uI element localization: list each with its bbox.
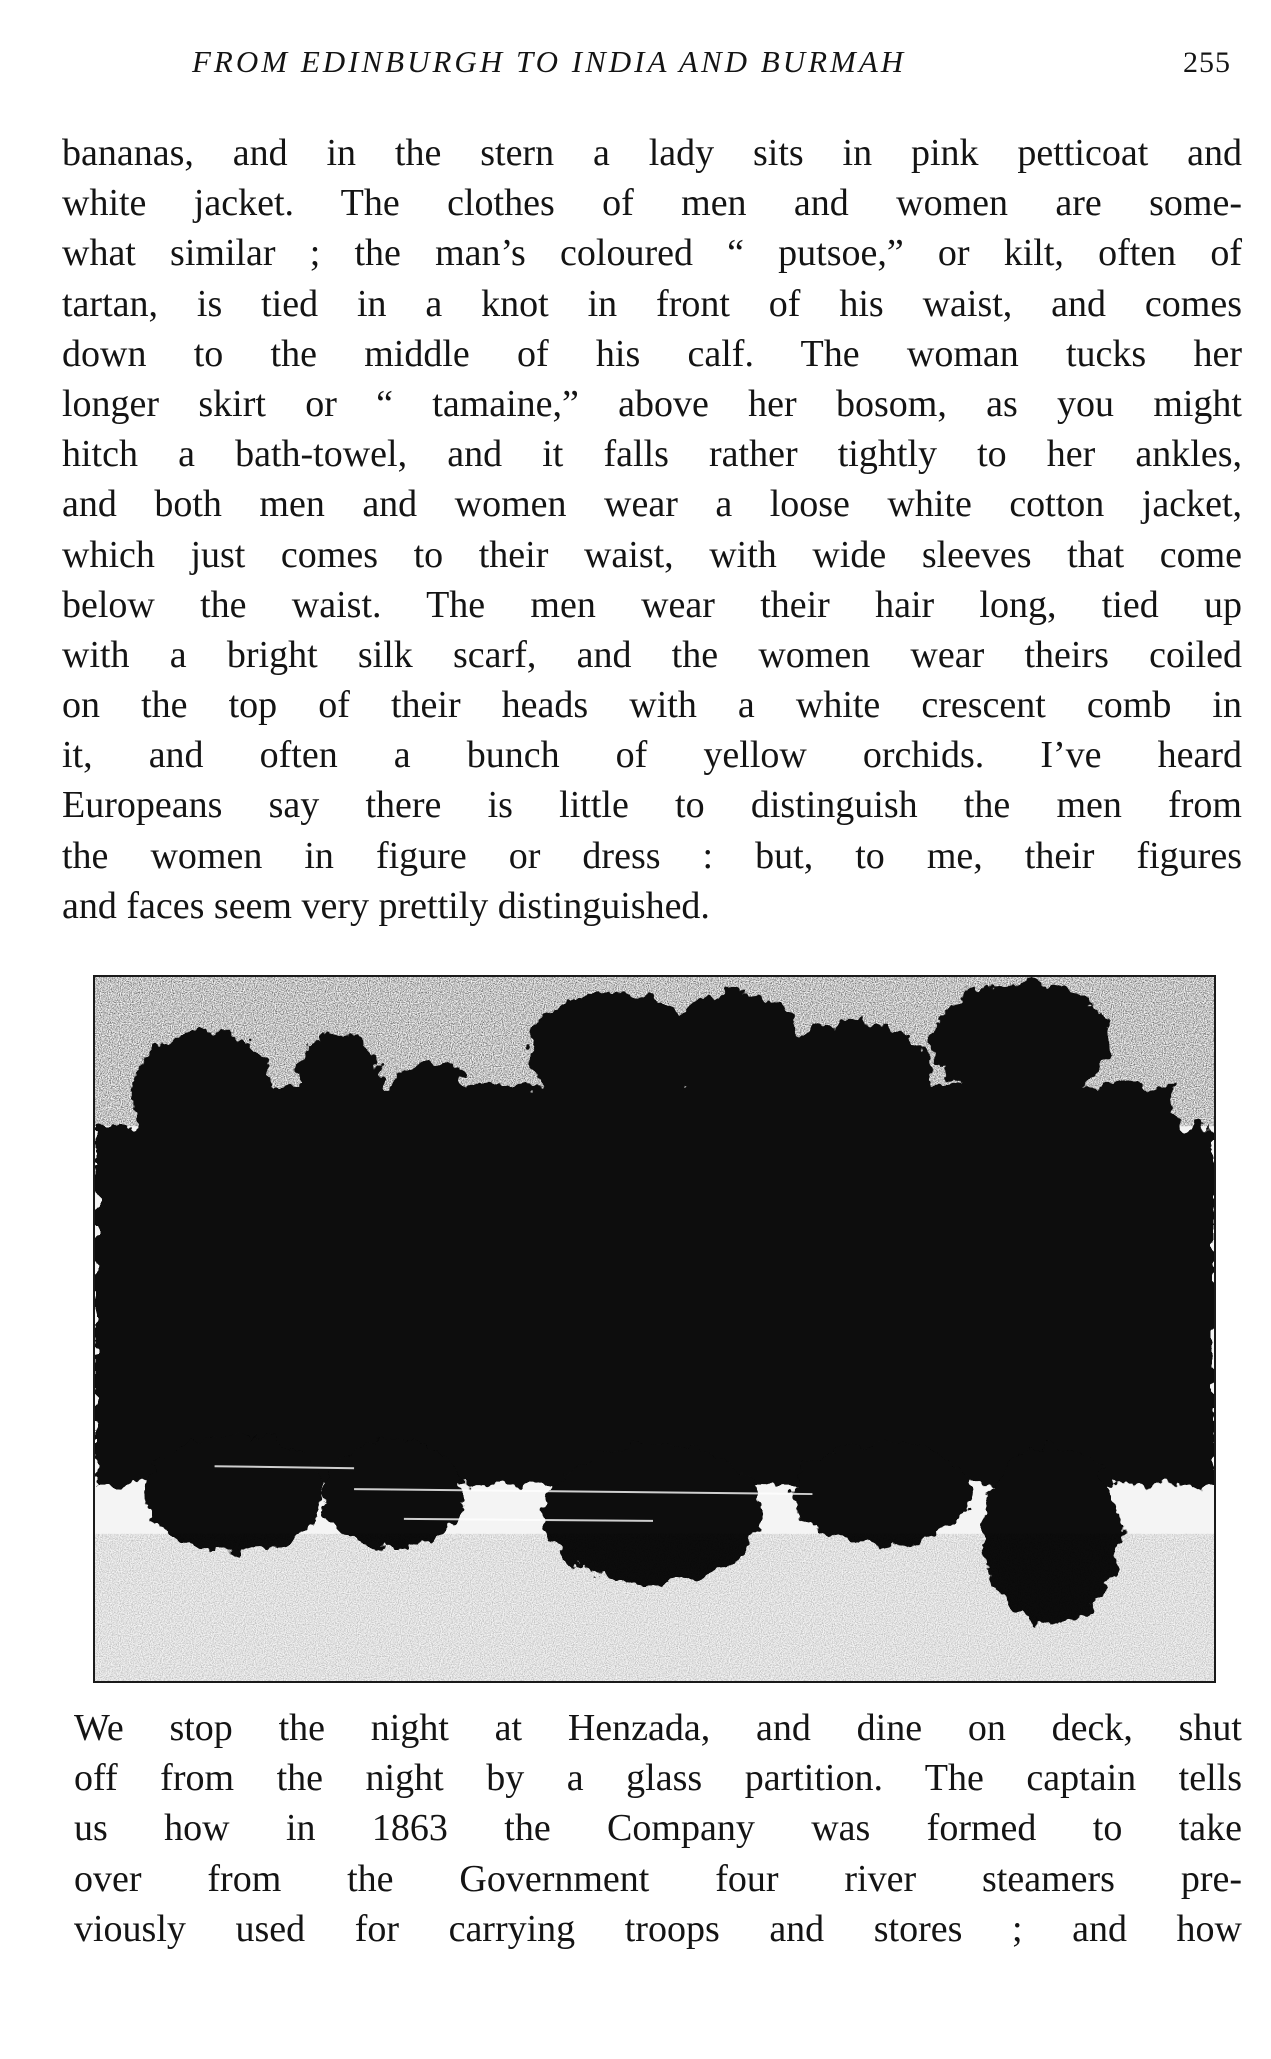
text-line: with a bright silk scarf, and the women wear theirs coiled	[62, 633, 1242, 676]
text-line: longer skirt or “ tamaine,” above her bosom, as you might	[62, 382, 1242, 425]
text-line: and both men and women wear a loose white cotton jacket,	[62, 483, 1242, 526]
text-line: below the waist. The men wear their hair long, tied up	[62, 583, 1242, 626]
text-line: white jacket. The clothes of men and women are some-	[62, 182, 1242, 225]
text-line: us how in 1863 the Company was formed to take	[74, 1807, 1242, 1850]
text-line: which just comes to their waist, with wide sleeves that come	[62, 533, 1242, 576]
text-line: the women in figure or dress : but, to me, their figures	[62, 834, 1242, 877]
text-line: and faces seem very prettily distinguished.	[62, 884, 710, 927]
page-number: 255	[1183, 46, 1231, 79]
text-line: We stop the night at Henzada, and dine on deck, shut	[74, 1707, 1242, 1749]
text-line: what similar ; the man’s coloured “ putsoe,” or kilt, often of	[62, 232, 1242, 275]
text-line: off from the night by a glass partition. The captain tells	[74, 1757, 1242, 1800]
text-line: Europeans say there is little to distinguish the men from	[62, 784, 1242, 827]
paragraph-1	[62, 128, 1242, 931]
running-title: FROM EDINBURGH TO INDIA AND BURMAH	[192, 44, 907, 79]
paragraph-2	[74, 1703, 1242, 1954]
text-line: it, and often a bunch of yellow orchids. I’ve heard	[62, 734, 1242, 777]
text-line: viously used for carrying troops and stores ; and how	[74, 1907, 1242, 1950]
text-line: over from the Government four river steamers pre-	[74, 1857, 1242, 1900]
text-line: down to the middle of his calf. The woman tucks her	[62, 332, 1242, 375]
text-line: hitch a bath-towel, and it falls rather tightly to her ankles,	[62, 433, 1242, 476]
photo-plate-river-trees	[93, 975, 1216, 1683]
text-line: tartan, is tied in a knot in front of his waist, and comes	[62, 282, 1242, 325]
text-line: on the top of their heads with a white crescent comb in	[62, 684, 1242, 727]
text-line: bananas, and in the stern a lady sits in pink petticoat and	[62, 132, 1242, 174]
photo-trees-reflection	[95, 977, 1214, 1681]
running-head	[0, 44, 1271, 88]
